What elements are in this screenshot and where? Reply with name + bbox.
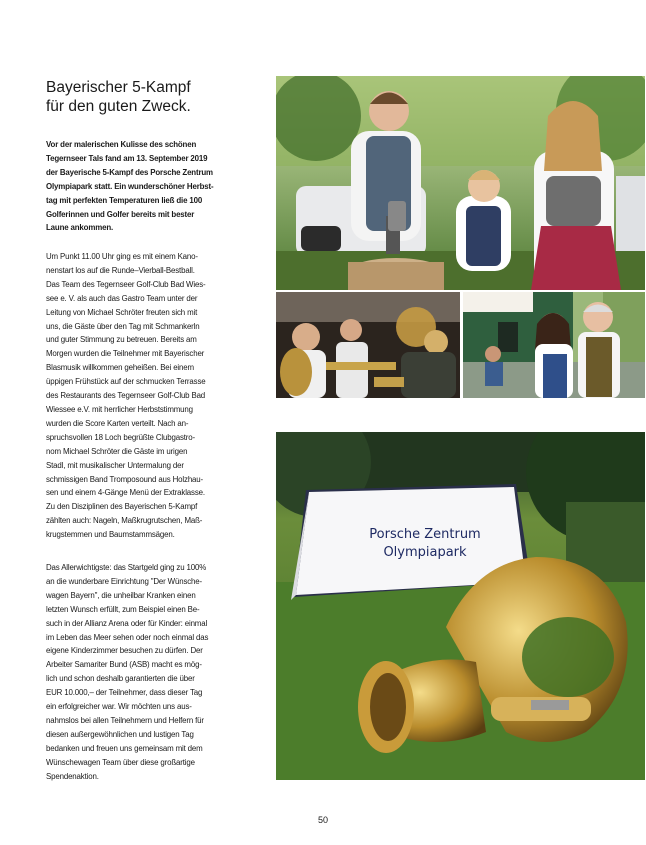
banner-line-2: Olympiapark (383, 545, 467, 560)
text-line: Vor der malerischen Kulisse des schönen (46, 140, 197, 149)
banner-text (350, 526, 500, 562)
text-line: krugstemmen und Baumstammsägen. (46, 530, 175, 540)
text-line: Wünschewagen Team über diese großartige (46, 757, 195, 767)
text-line: Morgen wurden die Teilnehmer mit Bayerischer (46, 349, 205, 359)
text-line: eigene Kinderzimmer besuchen zu dürfen. Der (46, 646, 203, 656)
text-line: see e. V. als auch das Gastro Team unter der (46, 293, 198, 303)
text-line: Blasmusik willkommen geheißen. Bei einem (46, 363, 194, 373)
text-line: wurden die Score Karten verteilt. Nach an- (46, 418, 189, 428)
text-line: Leitung von Michael Schröter freuten sich mit (46, 307, 198, 317)
text-line: ein erfolgreicher war. Wir möchten uns aus- (46, 702, 192, 712)
text-line: und guter Stimmung zu betreuen. Bereits am (46, 335, 197, 345)
body-paragraph-2 (46, 561, 236, 784)
text-line: Olympiapark statt. Ein wunderschöner Herbst- (46, 181, 214, 191)
photo-brass-band (276, 292, 460, 398)
text-line: schmissigen Band Tromposound aus Holzhau- (46, 474, 204, 484)
text-line: Laune ankommen. (46, 223, 114, 233)
text-line: Wiessee e.V. mit herrlicher Herbststimmung (46, 404, 193, 414)
text-line: Stadl, mit musikalischer Untermalung der (46, 460, 184, 470)
text-line: Spendenaktion. (46, 771, 99, 781)
banner-line-1: Porsche Zentrum (369, 527, 481, 542)
text-line: Um Punkt 11.00 Uhr ging es mit einem Kano- (46, 252, 198, 261)
article-title (46, 78, 246, 116)
text-line: EUR 10.000,– der Teilnehmer, dass dieser Tag (46, 688, 203, 698)
text-line: diesen außergewöhnlichen und lustigen Tag (46, 729, 194, 739)
text-line: Das Team des Tegernseer Golf-Club Bad Wies- (46, 279, 206, 289)
photo-nailing-game (276, 76, 645, 290)
photo-couple (463, 292, 645, 398)
text-line: Golferinnen und Golfer bereits mit bester (46, 209, 195, 219)
text-line: zählten auch: Nageln, Maßkrugrutschen, Maß- (46, 516, 203, 526)
title-line-1: Bayerischer 5-Kampf (46, 79, 191, 96)
photo-tuba-banner (276, 432, 645, 780)
title-line-2: für den guten Zweck. (46, 98, 191, 115)
text-line: wagen Bayern", die unheilbar Kranken einen (46, 590, 196, 600)
text-line: spruchsvollen 18 Loch begrüßte Clubgastro- (46, 432, 195, 442)
text-line: nenstart los auf die Runde–Vierball-Bestball. (46, 265, 195, 275)
text-line: letzten Wunsch erfüllt, zum Beispiel einen Be- (46, 604, 200, 614)
text-line: üppigen Frühstück auf der schmucken Terrasse (46, 377, 206, 387)
text-line: uns, die Gäste über den Tag mit Schmankerln (46, 321, 200, 331)
text-line: nom Michael Schröter die Gäste im urigen (46, 446, 188, 456)
text-line: Zu den Disziplinen des Bayerischen 5-Kampf (46, 502, 198, 512)
body-paragraph-1 (46, 250, 236, 542)
text-line: such in der Allianz Arena oder für Kinder: einmal (46, 618, 208, 628)
text-line: an die wunderbare Einrichtung "Der Wünsche- (46, 576, 203, 586)
text-line: Arbeiter Samariter Bund (ASB) macht es mög- (46, 660, 202, 670)
lead-paragraph (46, 138, 236, 235)
text-line: nahmslos bei allen Teilnehmern und Helfern für (46, 715, 204, 725)
page-number: 50 (317, 815, 328, 825)
text-line: lich und schon deshalb garantierten die über (46, 674, 195, 684)
text-line: tag mit perfekten Temperaturen ließ die 100 (46, 195, 203, 205)
text-line: bedanken und freuen uns gemeinsam mit dem (46, 743, 203, 753)
text-line: Tegernseer Tals fand am 13. September 2019 (46, 153, 208, 163)
text-line: des Restaurants des Tegernseer Golf-Club Bad (46, 391, 206, 401)
text-line: sen und einem 4-Gänge Menü der Extraklasse. (46, 488, 205, 498)
text-line: der Bayerische 5-Kampf des Porsche Zentrum (46, 167, 213, 177)
text-line: Das Allerwichtigste: das Startgeld ging zu 100% (46, 563, 207, 572)
text-line: im Leben das Meer sehen oder noch einmal das (46, 632, 209, 642)
